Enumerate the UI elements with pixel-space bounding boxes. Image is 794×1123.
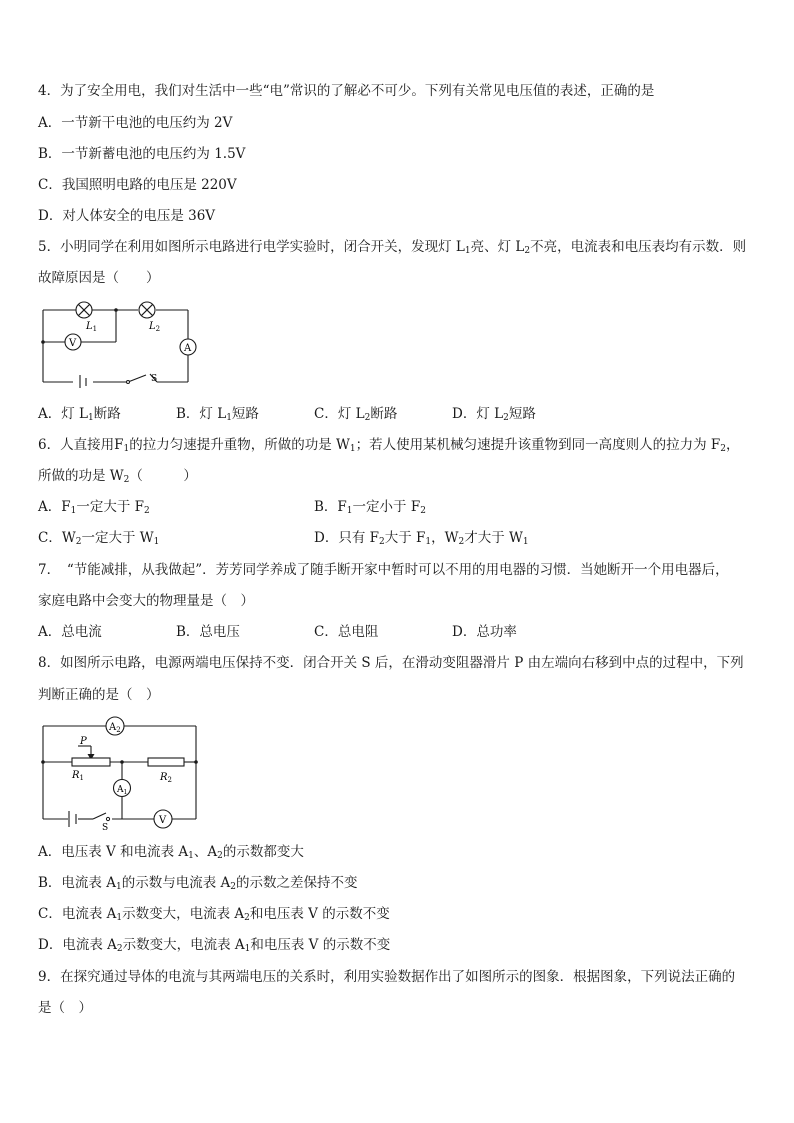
- q8-option-a: A．电压表 V 和电流表 $A_1$、$A_2$的示数都变大: [38, 844, 304, 861]
- q5-stem-line1: 5．小明同学在利用如图所示电路进行电学实验时，闭合开关，发现灯 $L_1$亮、灯 $L_2$不亮，电流表和电压表均有示数．则: [38, 239, 747, 256]
- q5-stem-line2: 故障原因是（ ）: [38, 270, 160, 286]
- q8-option-b: B．电流表 $A_1$的示数与电流表 $A_2$的示数之差保持不变: [38, 875, 358, 892]
- q5-fig-ammeter-label: A: [184, 343, 192, 354]
- q6-option-b: B．$F_1$一定小于 $F_2$: [314, 499, 426, 516]
- q8-option-d: D．电流表 $A_2$示数变大，电流表 $A_1$和电压表 V 的示数不变: [38, 937, 391, 954]
- q8-fig-voltmeter-label: V: [159, 815, 167, 826]
- q4-option-d: D．对人体安全的电压是 36V: [38, 208, 216, 224]
- q4-option-b: B．一节新蓄电池的电压约为 1.5V: [38, 146, 246, 162]
- q7-stem-line1: 7． “节能减排，从我做起”．芳芳同学养成了随手断开家中暂时可以不用的用电器的习惯．当她断开一个用电器后，: [38, 562, 729, 578]
- q7-option-a: A．总电流: [38, 624, 102, 640]
- q7-option-b: B．总电压: [176, 624, 240, 640]
- q5-option-a: A．灯 $L_1$断路: [38, 406, 121, 423]
- q9-stem-line1: 9．在探究通过导体的电流与其两端电压的关系时，利用实验数据作出了如图所示的图象．根据图象，下列说法正确的: [38, 969, 736, 985]
- q5-fig-l2-label: $L_2$: [149, 321, 161, 333]
- q5-circuit-diagram: [38, 296, 208, 388]
- q4-option-a: A．一节新干电池的电压约为 2V: [38, 115, 233, 131]
- q9-stem-line2: 是（ ）: [38, 1000, 92, 1016]
- q8-fig-a2-label: $A_2$: [109, 722, 121, 734]
- q6-option-c: C．$W_2$一定大于 $W_1$: [38, 530, 160, 547]
- q8-fig-r1-label: $R_1$: [72, 770, 84, 782]
- q6-stem-line1: 6．人直接用$F_1$的拉力匀速提升重物，所做的功是 $W_1$；若人使用某机械匀速提升该重物到同一高度则人的拉力为 $F_2$，: [38, 437, 740, 454]
- q6-option-d: D．只有 $F_2$大于 $F_1$，$W_2$才大于 $W_1$: [314, 530, 529, 547]
- q8-fig-p-label: P: [80, 736, 87, 747]
- q6-stem-line2: 所做的功是 $W_2$（ ）: [38, 468, 197, 485]
- q4-stem: 4．为了安全用电，我们对生活中一些“电”常识的了解必不可少。下列有关常见电压值的表述，正确的是: [38, 83, 655, 99]
- q7-option-c: C．总电阻: [314, 624, 379, 640]
- q8-circuit-diagram: [38, 714, 206, 834]
- q7-stem-line2: 家庭电路中会变大的物理量是（ ）: [38, 593, 254, 609]
- q8-stem-line1: 8．如图所示电路，电源两端电压保持不变．闭合开关 S 后，在滑动变阻器滑片 P 由左端向右移到中点的过程中，下列: [38, 655, 744, 671]
- q5-fig-voltmeter-label: V: [69, 338, 77, 349]
- q5-option-d: D．灯 $L_2$短路: [452, 406, 536, 423]
- q5-fig-l1-label: $L_1$: [86, 321, 98, 333]
- q8-stem-line2: 判断正确的是（ ）: [38, 687, 160, 703]
- q8-option-c: C．电流表 $A_1$示数变大，电流表 $A_2$和电压表 V 的示数不变: [38, 906, 390, 923]
- q5-option-b: B．灯 $L_1$短路: [176, 406, 259, 423]
- q8-fig-switch-label: S: [102, 823, 109, 833]
- q4-option-c: C．我国照明电路的电压是 220V: [38, 177, 237, 193]
- q5-option-c: C．灯 $L_2$断路: [314, 406, 398, 423]
- q7-option-d: D．总功率: [452, 624, 517, 640]
- q8-fig-a1-label: $A_1$: [117, 785, 128, 796]
- q5-fig-switch-label: S: [151, 374, 158, 384]
- q6-option-a: A．$F_1$一定大于 $F_2$: [38, 499, 150, 516]
- q8-fig-r2-label: $R_2$: [160, 772, 172, 784]
